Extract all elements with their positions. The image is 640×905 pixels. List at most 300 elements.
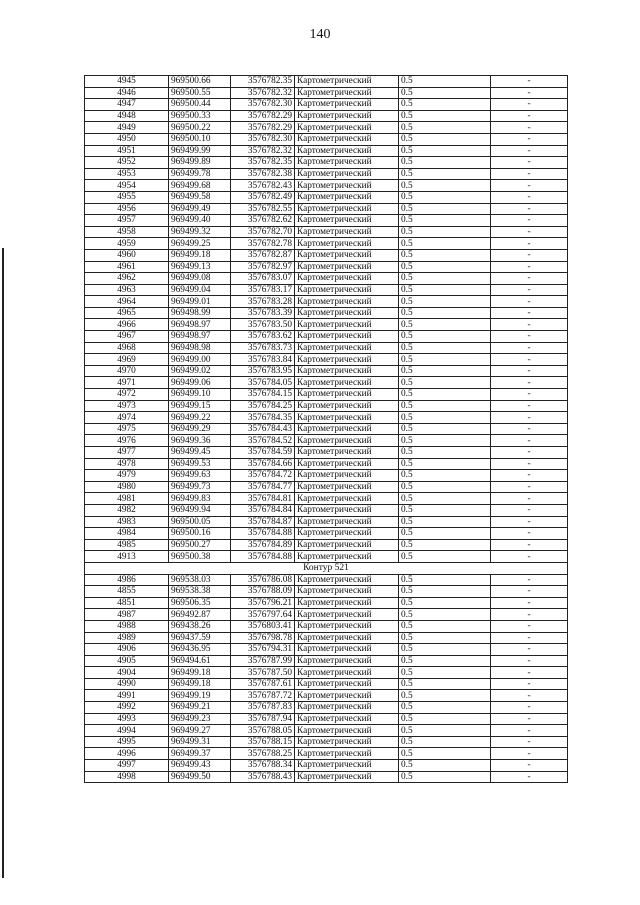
- table-row: [85, 284, 568, 296]
- note-cell: -: [491, 678, 568, 690]
- accuracy-cell: 0.5: [399, 748, 491, 760]
- point-number-cell: 4953: [85, 168, 169, 180]
- table-row: [85, 215, 568, 227]
- y-coordinate-cell: 3576787.94: [231, 713, 295, 725]
- contour-heading: Контур 521: [85, 562, 568, 574]
- table-row: [85, 551, 568, 563]
- x-coordinate-cell: 969499.04: [169, 284, 231, 296]
- y-coordinate-cell: 3576784.59: [231, 447, 295, 459]
- method-cell: Картометрический: [295, 180, 399, 192]
- x-coordinate-cell: 969499.43: [169, 760, 231, 772]
- method-cell: Картометрический: [295, 702, 399, 714]
- accuracy-cell: 0.5: [399, 760, 491, 772]
- y-coordinate-cell: 3576784.81: [231, 493, 295, 505]
- y-coordinate-cell: 3576787.99: [231, 655, 295, 667]
- accuracy-cell: 0.5: [399, 655, 491, 667]
- accuracy-cell: 0.5: [399, 458, 491, 470]
- table-row: [85, 481, 568, 493]
- table-row: [85, 99, 568, 111]
- x-coordinate-cell: 969506.35: [169, 597, 231, 609]
- note-cell: -: [491, 354, 568, 366]
- point-number-cell: 4972: [85, 389, 169, 401]
- table-row: [85, 203, 568, 215]
- method-cell: Картометрический: [295, 574, 399, 586]
- note-cell: -: [491, 99, 568, 111]
- table-row: [85, 655, 568, 667]
- y-coordinate-cell: 3576788.09: [231, 586, 295, 598]
- method-cell: Картометрический: [295, 203, 399, 215]
- point-number-cell: 4976: [85, 435, 169, 447]
- note-cell: -: [491, 504, 568, 516]
- accuracy-cell: 0.5: [399, 551, 491, 563]
- table-row: [85, 261, 568, 273]
- coordinates-table-body: [85, 76, 568, 783]
- table-row: [85, 620, 568, 632]
- method-cell: Картометрический: [295, 273, 399, 285]
- table-row: [85, 586, 568, 598]
- table-row: [85, 516, 568, 528]
- accuracy-cell: 0.5: [399, 354, 491, 366]
- method-cell: Картометрический: [295, 191, 399, 203]
- x-coordinate-cell: 969500.38: [169, 551, 231, 563]
- table-row: [85, 319, 568, 331]
- section-row: [85, 562, 568, 574]
- note-cell: -: [491, 238, 568, 250]
- table-row: [85, 504, 568, 516]
- y-coordinate-cell: 3576788.43: [231, 771, 295, 783]
- table-row: [85, 110, 568, 122]
- note-cell: -: [491, 620, 568, 632]
- y-coordinate-cell: 3576782.30: [231, 99, 295, 111]
- x-coordinate-cell: 969500.16: [169, 528, 231, 540]
- table-row: [85, 168, 568, 180]
- x-coordinate-cell: 969499.23: [169, 713, 231, 725]
- method-cell: Картометрический: [295, 713, 399, 725]
- y-coordinate-cell: 3576794.31: [231, 644, 295, 656]
- x-coordinate-cell: 969499.25: [169, 238, 231, 250]
- y-coordinate-cell: 3576782.97: [231, 261, 295, 273]
- note-cell: -: [491, 331, 568, 343]
- point-number-cell: 4952: [85, 157, 169, 169]
- note-cell: -: [491, 145, 568, 157]
- method-cell: Картометрический: [295, 586, 399, 598]
- x-coordinate-cell: 969499.78: [169, 168, 231, 180]
- x-coordinate-cell: 969499.19: [169, 690, 231, 702]
- accuracy-cell: 0.5: [399, 157, 491, 169]
- note-cell: -: [491, 736, 568, 748]
- point-number-cell: 4986: [85, 574, 169, 586]
- note-cell: -: [491, 157, 568, 169]
- point-number-cell: 4987: [85, 609, 169, 621]
- point-number-cell: 4948: [85, 110, 169, 122]
- point-number-cell: 4956: [85, 203, 169, 215]
- table-row: [85, 632, 568, 644]
- method-cell: Картометрический: [295, 296, 399, 308]
- method-cell: Картометрический: [295, 319, 399, 331]
- method-cell: Картометрический: [295, 516, 399, 528]
- table-row: [85, 87, 568, 99]
- method-cell: Картометрический: [295, 238, 399, 250]
- note-cell: -: [491, 574, 568, 586]
- x-coordinate-cell: 969499.89: [169, 157, 231, 169]
- y-coordinate-cell: 3576784.35: [231, 412, 295, 424]
- method-cell: Картометрический: [295, 678, 399, 690]
- x-coordinate-cell: 969492.87: [169, 609, 231, 621]
- x-coordinate-cell: 969500.22: [169, 122, 231, 134]
- note-cell: -: [491, 481, 568, 493]
- table-row: [85, 435, 568, 447]
- accuracy-cell: 0.5: [399, 516, 491, 528]
- x-coordinate-cell: 969499.36: [169, 435, 231, 447]
- accuracy-cell: 0.5: [399, 609, 491, 621]
- accuracy-cell: 0.5: [399, 389, 491, 401]
- x-coordinate-cell: 969499.99: [169, 145, 231, 157]
- y-coordinate-cell: 3576783.07: [231, 273, 295, 285]
- accuracy-cell: 0.5: [399, 528, 491, 540]
- note-cell: -: [491, 215, 568, 227]
- table-row: [85, 713, 568, 725]
- accuracy-cell: 0.5: [399, 481, 491, 493]
- point-number-cell: 4968: [85, 342, 169, 354]
- method-cell: Картометрический: [295, 122, 399, 134]
- y-coordinate-cell: 3576783.73: [231, 342, 295, 354]
- point-number-cell: 4977: [85, 447, 169, 459]
- table-row: [85, 539, 568, 551]
- method-cell: Картометрический: [295, 354, 399, 366]
- method-cell: Картометрический: [295, 470, 399, 482]
- table-row: [85, 447, 568, 459]
- method-cell: Картометрический: [295, 145, 399, 157]
- table-row: [85, 690, 568, 702]
- accuracy-cell: 0.5: [399, 273, 491, 285]
- x-coordinate-cell: 969437.59: [169, 632, 231, 644]
- accuracy-cell: 0.5: [399, 99, 491, 111]
- table-row: [85, 412, 568, 424]
- method-cell: Картометрический: [295, 423, 399, 435]
- y-coordinate-cell: 3576782.32: [231, 145, 295, 157]
- method-cell: Картометрический: [295, 377, 399, 389]
- accuracy-cell: 0.5: [399, 191, 491, 203]
- y-coordinate-cell: 3576784.89: [231, 539, 295, 551]
- method-cell: Картометрический: [295, 493, 399, 505]
- table-row: [85, 122, 568, 134]
- point-number-cell: 4971: [85, 377, 169, 389]
- point-number-cell: 4993: [85, 713, 169, 725]
- method-cell: Картометрический: [295, 400, 399, 412]
- x-coordinate-cell: 969499.02: [169, 365, 231, 377]
- point-number-cell: 4958: [85, 226, 169, 238]
- table-row: [85, 377, 568, 389]
- point-number-cell: 4967: [85, 331, 169, 343]
- x-coordinate-cell: 969499.15: [169, 400, 231, 412]
- note-cell: -: [491, 400, 568, 412]
- y-coordinate-cell: 3576784.84: [231, 504, 295, 516]
- accuracy-cell: 0.5: [399, 586, 491, 598]
- note-cell: -: [491, 389, 568, 401]
- method-cell: Картометрический: [295, 342, 399, 354]
- point-number-cell: 4998: [85, 771, 169, 783]
- note-cell: -: [491, 284, 568, 296]
- point-number-cell: 4981: [85, 493, 169, 505]
- accuracy-cell: 0.5: [399, 215, 491, 227]
- y-coordinate-cell: 3576788.34: [231, 760, 295, 772]
- method-cell: Картометрический: [295, 725, 399, 737]
- note-cell: -: [491, 110, 568, 122]
- table-row: [85, 238, 568, 250]
- note-cell: -: [491, 435, 568, 447]
- y-coordinate-cell: 3576784.72: [231, 470, 295, 482]
- table-row: [85, 597, 568, 609]
- x-coordinate-cell: 969500.66: [169, 76, 231, 88]
- y-coordinate-cell: 3576782.38: [231, 168, 295, 180]
- accuracy-cell: 0.5: [399, 249, 491, 261]
- y-coordinate-cell: 3576783.28: [231, 296, 295, 308]
- note-cell: -: [491, 470, 568, 482]
- note-cell: -: [491, 203, 568, 215]
- table-row: [85, 748, 568, 760]
- y-coordinate-cell: 3576784.88: [231, 551, 295, 563]
- table-row: [85, 389, 568, 401]
- method-cell: Картометрический: [295, 481, 399, 493]
- point-number-cell: 4997: [85, 760, 169, 772]
- point-number-cell: 4989: [85, 632, 169, 644]
- note-cell: -: [491, 423, 568, 435]
- table-row: [85, 423, 568, 435]
- accuracy-cell: 0.5: [399, 713, 491, 725]
- table-row: [85, 342, 568, 354]
- y-coordinate-cell: 3576783.62: [231, 331, 295, 343]
- x-coordinate-cell: 969499.01: [169, 296, 231, 308]
- method-cell: Картометрический: [295, 87, 399, 99]
- point-number-cell: 4973: [85, 400, 169, 412]
- accuracy-cell: 0.5: [399, 145, 491, 157]
- page-number: 140: [309, 27, 331, 42]
- x-coordinate-cell: 969498.97: [169, 331, 231, 343]
- point-number-cell: 4960: [85, 249, 169, 261]
- x-coordinate-cell: 969499.22: [169, 412, 231, 424]
- y-coordinate-cell: 3576787.83: [231, 702, 295, 714]
- method-cell: Картометрический: [295, 76, 399, 88]
- point-number-cell: 4906: [85, 644, 169, 656]
- accuracy-cell: 0.5: [399, 447, 491, 459]
- table-row: [85, 145, 568, 157]
- method-cell: Картометрический: [295, 760, 399, 772]
- table-row: [85, 528, 568, 540]
- y-coordinate-cell: 3576798.78: [231, 632, 295, 644]
- point-number-cell: 4913: [85, 551, 169, 563]
- point-number-cell: 4949: [85, 122, 169, 134]
- accuracy-cell: 0.5: [399, 423, 491, 435]
- y-coordinate-cell: 3576783.39: [231, 307, 295, 319]
- point-number-cell: 4975: [85, 423, 169, 435]
- accuracy-cell: 0.5: [399, 504, 491, 516]
- x-coordinate-cell: 969499.94: [169, 504, 231, 516]
- table-row: [85, 273, 568, 285]
- note-cell: -: [491, 690, 568, 702]
- y-coordinate-cell: 3576784.43: [231, 423, 295, 435]
- note-cell: -: [491, 249, 568, 261]
- accuracy-cell: 0.5: [399, 76, 491, 88]
- note-cell: -: [491, 76, 568, 88]
- y-coordinate-cell: 3576788.25: [231, 748, 295, 760]
- point-number-cell: 4950: [85, 133, 169, 145]
- x-coordinate-cell: 969538.38: [169, 586, 231, 598]
- note-cell: -: [491, 760, 568, 772]
- point-number-cell: 4990: [85, 678, 169, 690]
- point-number-cell: 4945: [85, 76, 169, 88]
- y-coordinate-cell: 3576797.64: [231, 609, 295, 621]
- x-coordinate-cell: 969499.49: [169, 203, 231, 215]
- y-coordinate-cell: 3576784.88: [231, 528, 295, 540]
- note-cell: -: [491, 307, 568, 319]
- accuracy-cell: 0.5: [399, 702, 491, 714]
- point-number-cell: 4964: [85, 296, 169, 308]
- x-coordinate-cell: 969499.45: [169, 447, 231, 459]
- point-number-cell: 4851: [85, 597, 169, 609]
- accuracy-cell: 0.5: [399, 296, 491, 308]
- x-coordinate-cell: 969499.21: [169, 702, 231, 714]
- point-number-cell: 4985: [85, 539, 169, 551]
- note-cell: -: [491, 319, 568, 331]
- x-coordinate-cell: 969499.40: [169, 215, 231, 227]
- x-coordinate-cell: 969499.53: [169, 458, 231, 470]
- table-row: [85, 678, 568, 690]
- point-number-cell: 4855: [85, 586, 169, 598]
- note-cell: -: [491, 377, 568, 389]
- note-cell: -: [491, 191, 568, 203]
- accuracy-cell: 0.5: [399, 226, 491, 238]
- note-cell: -: [491, 261, 568, 273]
- point-number-cell: 4991: [85, 690, 169, 702]
- x-coordinate-cell: 969499.50: [169, 771, 231, 783]
- method-cell: Картометрический: [295, 655, 399, 667]
- method-cell: Картометрический: [295, 412, 399, 424]
- x-coordinate-cell: 969494.61: [169, 655, 231, 667]
- note-cell: -: [491, 551, 568, 563]
- x-coordinate-cell: 969499.08: [169, 273, 231, 285]
- point-number-cell: 4946: [85, 87, 169, 99]
- x-coordinate-cell: 969499.63: [169, 470, 231, 482]
- table-row: [85, 771, 568, 783]
- method-cell: Картометрический: [295, 215, 399, 227]
- point-number-cell: 4957: [85, 215, 169, 227]
- x-coordinate-cell: 969499.18: [169, 667, 231, 679]
- point-number-cell: 4974: [85, 412, 169, 424]
- note-cell: -: [491, 539, 568, 551]
- note-cell: -: [491, 180, 568, 192]
- y-coordinate-cell: 3576783.17: [231, 284, 295, 296]
- accuracy-cell: 0.5: [399, 725, 491, 737]
- accuracy-cell: 0.5: [399, 632, 491, 644]
- point-number-cell: 4970: [85, 365, 169, 377]
- scan-edge-line: [2, 248, 4, 878]
- y-coordinate-cell: 3576787.50: [231, 667, 295, 679]
- point-number-cell: 4955: [85, 191, 169, 203]
- note-cell: -: [491, 412, 568, 424]
- y-coordinate-cell: 3576783.50: [231, 319, 295, 331]
- table-row: [85, 667, 568, 679]
- method-cell: Картометрический: [295, 365, 399, 377]
- note-cell: -: [491, 609, 568, 621]
- x-coordinate-cell: 969499.31: [169, 736, 231, 748]
- method-cell: Картометрический: [295, 110, 399, 122]
- point-number-cell: 4984: [85, 528, 169, 540]
- accuracy-cell: 0.5: [399, 620, 491, 632]
- table-row: [85, 354, 568, 366]
- accuracy-cell: 0.5: [399, 412, 491, 424]
- y-coordinate-cell: 3576786.08: [231, 574, 295, 586]
- x-coordinate-cell: 969499.37: [169, 748, 231, 760]
- method-cell: Картометрический: [295, 331, 399, 343]
- table-row: [85, 157, 568, 169]
- method-cell: Картометрический: [295, 99, 399, 111]
- x-coordinate-cell: 969499.06: [169, 377, 231, 389]
- note-cell: -: [491, 667, 568, 679]
- method-cell: Картометрический: [295, 632, 399, 644]
- table-row: [85, 470, 568, 482]
- note-cell: -: [491, 296, 568, 308]
- y-coordinate-cell: 3576782.35: [231, 157, 295, 169]
- y-coordinate-cell: 3576788.15: [231, 736, 295, 748]
- x-coordinate-cell: 969499.29: [169, 423, 231, 435]
- y-coordinate-cell: 3576787.61: [231, 678, 295, 690]
- note-cell: -: [491, 168, 568, 180]
- accuracy-cell: 0.5: [399, 644, 491, 656]
- y-coordinate-cell: 3576784.15: [231, 389, 295, 401]
- note-cell: -: [491, 597, 568, 609]
- method-cell: Картометрический: [295, 168, 399, 180]
- y-coordinate-cell: 3576784.77: [231, 481, 295, 493]
- accuracy-cell: 0.5: [399, 87, 491, 99]
- method-cell: Картометрический: [295, 458, 399, 470]
- accuracy-cell: 0.5: [399, 238, 491, 250]
- table-row: [85, 249, 568, 261]
- accuracy-cell: 0.5: [399, 539, 491, 551]
- method-cell: Картометрический: [295, 597, 399, 609]
- accuracy-cell: 0.5: [399, 736, 491, 748]
- note-cell: -: [491, 713, 568, 725]
- method-cell: Картометрический: [295, 748, 399, 760]
- x-coordinate-cell: 969500.10: [169, 133, 231, 145]
- y-coordinate-cell: 3576783.84: [231, 354, 295, 366]
- method-cell: Картометрический: [295, 307, 399, 319]
- table-row: [85, 296, 568, 308]
- point-number-cell: 4982: [85, 504, 169, 516]
- note-cell: -: [491, 516, 568, 528]
- point-number-cell: 4992: [85, 702, 169, 714]
- note-cell: -: [491, 748, 568, 760]
- accuracy-cell: 0.5: [399, 771, 491, 783]
- accuracy-cell: 0.5: [399, 574, 491, 586]
- table-row: [85, 725, 568, 737]
- accuracy-cell: 0.5: [399, 331, 491, 343]
- method-cell: Картометрический: [295, 447, 399, 459]
- table-row: [85, 702, 568, 714]
- note-cell: -: [491, 226, 568, 238]
- point-number-cell: 4980: [85, 481, 169, 493]
- y-coordinate-cell: 3576782.62: [231, 215, 295, 227]
- x-coordinate-cell: 969500.55: [169, 87, 231, 99]
- point-number-cell: 4954: [85, 180, 169, 192]
- note-cell: -: [491, 586, 568, 598]
- method-cell: Картометрический: [295, 284, 399, 296]
- y-coordinate-cell: 3576784.05: [231, 377, 295, 389]
- accuracy-cell: 0.5: [399, 678, 491, 690]
- point-number-cell: 4904: [85, 667, 169, 679]
- y-coordinate-cell: 3576782.30: [231, 133, 295, 145]
- accuracy-cell: 0.5: [399, 133, 491, 145]
- point-number-cell: 4947: [85, 99, 169, 111]
